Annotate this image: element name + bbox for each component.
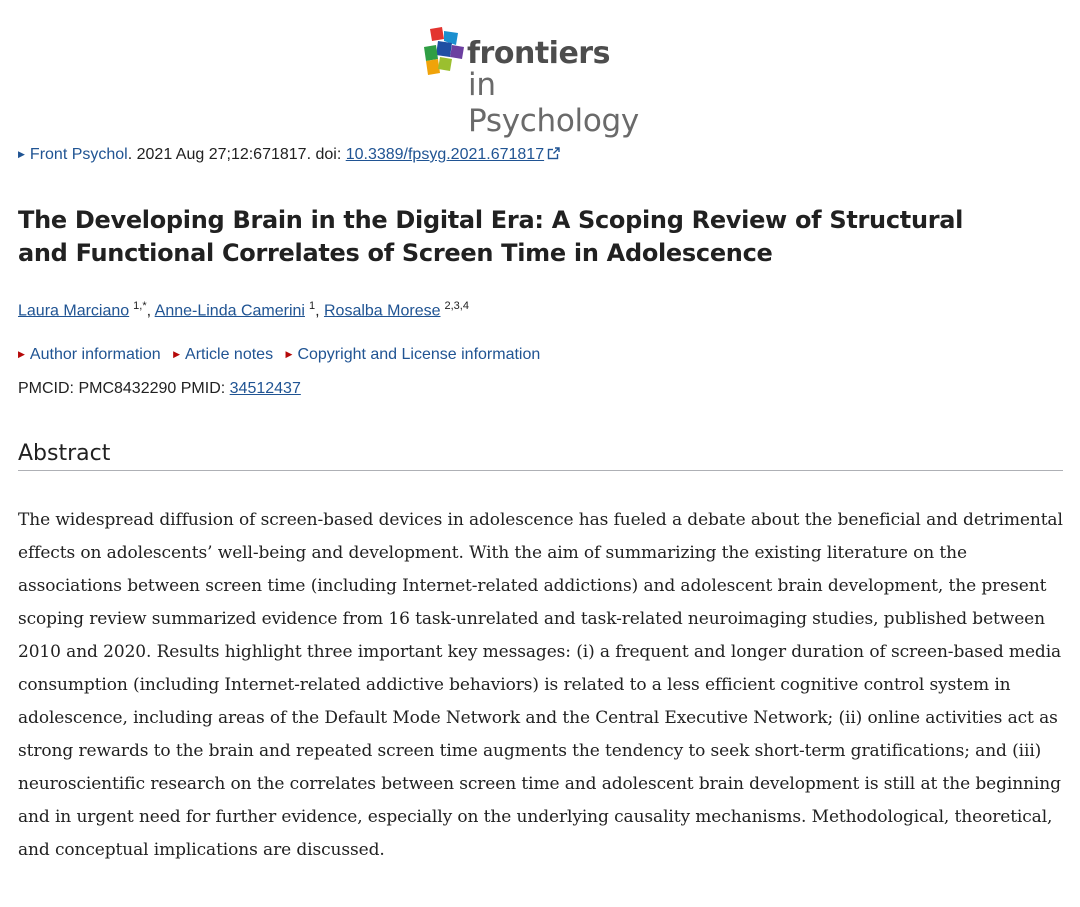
author-affiliation[interactable]: 1 xyxy=(308,300,316,312)
pmid-link[interactable]: 34512437 xyxy=(229,380,301,397)
author-list: Laura Marciano $^{1,*}$, Anne-Linda Camerini $^1$, Rosalba Morese $^{2,3,4}$ xyxy=(18,300,469,320)
article-notes-toggle[interactable]: Article notes xyxy=(185,346,274,363)
logo-word-frontiers: frontiers xyxy=(467,36,610,71)
pmcid-label: PMCID: xyxy=(18,380,74,397)
expand-triangle-icon: ▶ xyxy=(18,149,25,159)
logo-word-journal: in Psychology xyxy=(468,67,639,139)
citation-details: . 2021 Aug 27;12:671817. doi: xyxy=(127,146,346,163)
article-ids xyxy=(18,377,301,401)
doi-link[interactable]: 10.3389/fpsyg.2021.671817 xyxy=(345,146,545,163)
expand-triangle-icon: ▶ xyxy=(285,349,293,359)
expand-triangle-icon: ▶ xyxy=(18,349,25,359)
author-link[interactable]: Rosalba Morese xyxy=(323,302,441,320)
author-link[interactable]: Laura Marciano xyxy=(18,302,130,320)
external-link-icon[interactable] xyxy=(547,147,560,160)
expand-triangle-icon: ▶ xyxy=(173,349,181,359)
abstract-heading: Abstract xyxy=(18,441,111,466)
frontiers-logo-icon xyxy=(424,27,466,77)
citation-line xyxy=(18,143,560,168)
journal-logo[interactable] xyxy=(424,27,664,139)
article-title: The Developing Brain in the Digital Era: A Scoping Review of Structural and Functional Correlates of Screen Time in Adolescence xyxy=(18,206,964,267)
pmid-label: PMID: xyxy=(180,380,226,397)
abstract-text: The widespread diffusion of screen-based devices in adolescence has fueled a debate about the beneficial and detrimental effects on adolescents’ well-being and development. With the aim of summarizing the existing literature on the associations between screen time (including Internet-related addictions) and adolescent brain development, the present scoping review summarized evidence from 16 task-unrelated and task-related neuroimaging studies, published between 2010 and 2020. Results highlight three important key messages: (i) a frequent and longer duration of screen-based media consumption (including Internet-related addictive behaviors) is related to a less efficient cognitive control system in adolescence, including areas of the Default Mode Network and the Central Executive Network; (ii) online activities act as strong rewards to the brain and repeated screen time augments the tendency to seek short-term gratifications; and (iii) neuroscientific research on the correlates between screen time and adolescent brain development is still at the beginning and in urgent need for further evidence, especially on the underlying causality mechanisms. Methodological, theoretical, and conceptual implications are discussed. xyxy=(18,510,1063,860)
article-info-links xyxy=(18,343,548,368)
journal-link[interactable]: Front Psychol xyxy=(29,146,128,163)
pmcid-value: PMC8432290 xyxy=(78,380,177,397)
author-information-toggle[interactable]: Author information xyxy=(29,346,161,363)
author-affiliation[interactable]: 1,* xyxy=(133,300,147,312)
copyright-license-toggle[interactable]: Copyright and License information xyxy=(297,346,541,363)
author-affiliation[interactable]: 2,3,4 xyxy=(444,300,469,312)
section-divider xyxy=(18,470,1063,471)
author-link[interactable]: Anne-Linda Camerini xyxy=(154,302,305,320)
